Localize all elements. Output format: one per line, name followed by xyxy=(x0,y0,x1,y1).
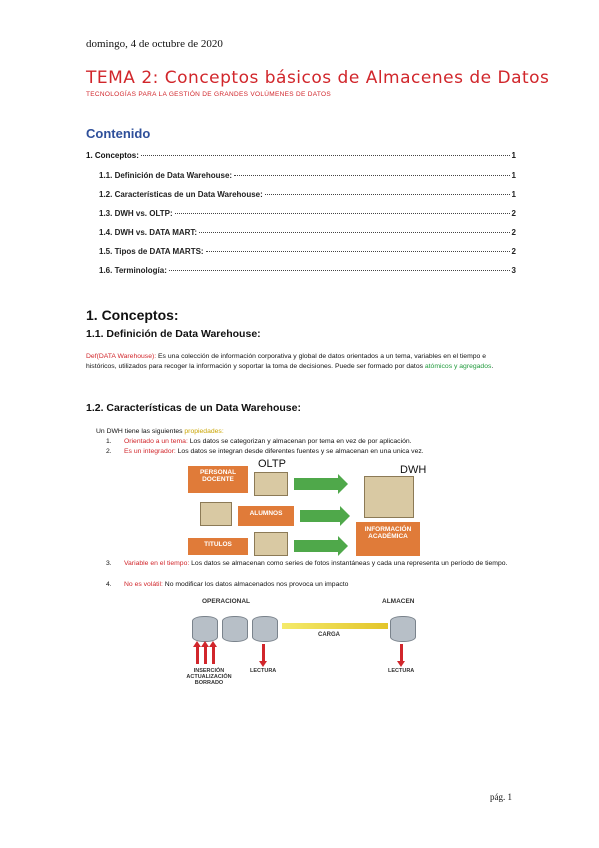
toc-item-page: 2 xyxy=(511,228,516,237)
database-icon xyxy=(192,616,218,642)
lectura-label: LECTURA xyxy=(250,668,277,674)
list-item xyxy=(106,447,526,456)
toc-leader xyxy=(234,175,509,176)
toc-item-label: 1.2. Características de un Data Warehouse: xyxy=(99,190,263,199)
toc-item[interactable] xyxy=(86,190,516,199)
oltp-dwh-diagram xyxy=(180,458,427,558)
list-number: 1. xyxy=(106,438,112,445)
carga-label: CARGA xyxy=(318,632,340,638)
list-item xyxy=(106,437,526,446)
properties-intro-highlight: propiedades: xyxy=(184,428,224,435)
list-item xyxy=(106,580,526,589)
database-icon xyxy=(252,616,278,642)
operacional-label: OPERACIONAL xyxy=(202,598,251,605)
carga-arrow-icon xyxy=(282,623,388,629)
toc-item-page: 1 xyxy=(511,190,516,199)
toc-leader xyxy=(169,270,510,271)
toc-item-label: 1.1. Definición de Data Warehouse: xyxy=(99,171,233,180)
carga-diagram xyxy=(178,596,428,686)
database-icon xyxy=(222,616,248,642)
toc-item-label: 1.3. DWH vs. OLTP: xyxy=(99,209,173,218)
definition-paragraph xyxy=(86,352,516,372)
section-heading-caracteristicas: 1.2. Características de un Data Warehouse: xyxy=(86,402,301,414)
section-heading-conceptos: 1. Conceptos: xyxy=(86,307,179,323)
arrow-down-icon xyxy=(262,644,265,662)
toc-leader xyxy=(141,155,510,156)
source-box-alumnos: ALUMNOS xyxy=(238,506,294,526)
toc-leader xyxy=(265,194,510,195)
toc-item[interactable] xyxy=(86,266,516,275)
definition-end: . xyxy=(491,363,494,370)
list-text: Los datos se categorizan y almacenan por tema en vez de por aplicación. xyxy=(187,438,412,445)
list-number: 3. xyxy=(106,560,112,567)
building-icon xyxy=(254,532,288,556)
list-term: Orientado a un tema: xyxy=(124,438,188,445)
toc-item-label: 1.6. Terminología: xyxy=(99,266,167,275)
list-term: Variable en el tiempo: xyxy=(124,560,190,567)
target-box: INFORMACIÓN ACADÉMICA xyxy=(356,522,420,556)
toc-item-page: 2 xyxy=(511,209,516,218)
list-item xyxy=(106,559,526,568)
toc-item[interactable] xyxy=(86,209,516,218)
oltp-label: OLTP xyxy=(258,458,286,470)
arrow-up-icon xyxy=(212,646,215,664)
toc-item-label: 1. Conceptos: xyxy=(86,151,139,160)
source-box-titulos: TITULOS xyxy=(188,538,248,555)
list-term: Es un integrador: xyxy=(124,448,176,455)
building-icon xyxy=(254,472,288,496)
document-title: TEMA 2: Conceptos básicos de Almacenes de Datos xyxy=(86,68,550,88)
toc-item-page: 2 xyxy=(511,247,516,256)
arrow-icon xyxy=(294,540,338,552)
page-number: pág. 1 xyxy=(490,792,512,802)
list-text: Los datos se integran desde diferentes fuentes y se almacenan en una unica vez. xyxy=(175,448,424,455)
toc-item[interactable] xyxy=(86,151,516,160)
document-subtitle: TECNOLOGÍAS PARA LA GESTIÓN DE GRANDES VOLÚMENES DE DATOS xyxy=(86,91,332,98)
database-icon xyxy=(390,616,416,642)
properties-intro-text: Un DWH tiene las siguientes xyxy=(96,428,185,435)
toc-item-label: 1.4. DWH vs. DATA MART: xyxy=(99,228,198,237)
toc-item[interactable] xyxy=(86,228,516,237)
almacen-label: ALMACEN xyxy=(382,598,415,605)
toc-leader xyxy=(206,251,510,252)
list-text: Los datos se almacenan como series de fotos instantáneas y cada una representa un período de tiempo. xyxy=(189,560,508,567)
toc-item-page: 1 xyxy=(511,171,516,180)
toc-heading: Contenido xyxy=(86,126,151,141)
definition-highlight: atómicos y agregados xyxy=(424,363,492,370)
toc-item[interactable] xyxy=(86,171,516,180)
properties-intro xyxy=(96,427,516,436)
list-number: 2. xyxy=(106,448,112,455)
arrow-up-icon xyxy=(196,646,199,664)
list-text: No modificar los datos almacenados nos provoca un impacto xyxy=(162,581,349,588)
toc-item-label: 1.5. Tipos de DATA MARTS: xyxy=(99,247,204,256)
list-number: 4. xyxy=(106,581,112,588)
toc-item-page: 1 xyxy=(511,151,516,160)
lectura-label: LECTURA xyxy=(388,668,415,674)
toc-item-page: 3 xyxy=(511,266,516,275)
dwh-label: DWH xyxy=(400,464,427,476)
section-heading-definicion: 1.1. Definición de Data Warehouse: xyxy=(86,328,261,340)
arrow-icon xyxy=(294,478,338,490)
arrow-icon xyxy=(300,510,340,522)
arrow-down-icon xyxy=(400,644,403,662)
toc-leader xyxy=(199,232,509,233)
toc-leader xyxy=(175,213,510,214)
definition-term: Def(DATA Warehouse): xyxy=(86,353,157,360)
header-date: domingo, 4 de octubre de 2020 xyxy=(86,38,223,50)
arrow-up-icon xyxy=(204,646,207,664)
building-icon xyxy=(200,502,232,526)
operations-label: INSERCIÓN ACTUALIZACIÓN BORRADO xyxy=(186,668,232,686)
warehouse-building-icon xyxy=(364,476,414,518)
list-term: No es volátil: xyxy=(124,581,163,588)
definition-text: Es una colección de información corporativa y global de datos orientados a un tema, variables en el tiempo e históricos, utilizados para recoger la información y soportar la toma de decisiones. Puede ser formado por datos xyxy=(86,353,486,370)
source-box-personal: PERSONAL DOCENTE xyxy=(188,466,248,493)
toc-item[interactable] xyxy=(86,247,516,256)
